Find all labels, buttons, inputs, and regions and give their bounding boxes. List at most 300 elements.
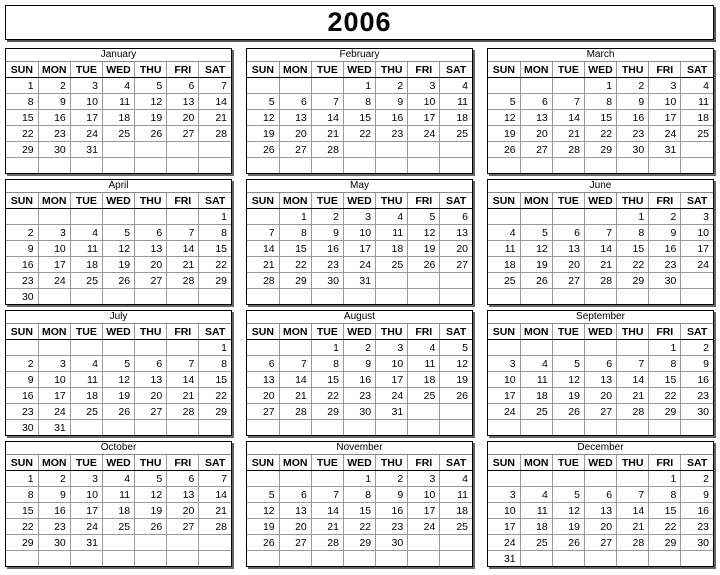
day-cell: 21 bbox=[167, 388, 199, 404]
month-name: September bbox=[488, 311, 713, 324]
day-cell: 24 bbox=[70, 519, 102, 535]
day-cell bbox=[649, 551, 681, 567]
day-cell bbox=[70, 340, 102, 356]
day-cell bbox=[617, 158, 649, 174]
day-cell: 4 bbox=[408, 340, 440, 356]
month-table bbox=[6, 62, 231, 173]
day-cell: 10 bbox=[488, 503, 520, 519]
weekday-header: SUN bbox=[247, 193, 279, 209]
day-cell: 23 bbox=[681, 388, 713, 404]
day-cell: 4 bbox=[70, 356, 102, 372]
day-cell: 22 bbox=[649, 388, 681, 404]
day-cell: 29 bbox=[617, 273, 649, 289]
day-cell bbox=[135, 340, 167, 356]
day-cell bbox=[552, 78, 584, 94]
day-cell: 29 bbox=[584, 142, 616, 158]
day-cell: 19 bbox=[247, 519, 279, 535]
day-cell: 20 bbox=[247, 388, 279, 404]
day-cell: 15 bbox=[6, 110, 38, 126]
day-cell bbox=[102, 535, 134, 551]
day-cell: 15 bbox=[343, 110, 375, 126]
day-cell: 16 bbox=[649, 241, 681, 257]
week-row bbox=[488, 289, 713, 305]
day-cell bbox=[584, 551, 616, 567]
day-cell bbox=[584, 158, 616, 174]
weekday-header: WED bbox=[584, 62, 616, 78]
weekday-header-row bbox=[247, 324, 472, 340]
day-cell: 14 bbox=[279, 372, 311, 388]
day-cell: 6 bbox=[520, 94, 552, 110]
day-cell: 19 bbox=[488, 126, 520, 142]
day-cell: 23 bbox=[376, 126, 408, 142]
weekday-header: TUE bbox=[70, 324, 102, 340]
day-cell bbox=[408, 535, 440, 551]
day-cell: 29 bbox=[199, 273, 231, 289]
week-row bbox=[247, 356, 472, 372]
weekday-header-row bbox=[6, 324, 231, 340]
day-cell bbox=[70, 289, 102, 305]
day-cell bbox=[488, 340, 520, 356]
week-row bbox=[247, 241, 472, 257]
day-cell bbox=[408, 142, 440, 158]
month-name: June bbox=[488, 180, 713, 193]
day-cell: 14 bbox=[311, 110, 343, 126]
day-cell: 20 bbox=[135, 257, 167, 273]
day-cell bbox=[135, 289, 167, 305]
month-table bbox=[6, 324, 231, 435]
day-cell: 2 bbox=[376, 471, 408, 487]
day-cell: 21 bbox=[199, 110, 231, 126]
day-cell: 4 bbox=[102, 78, 134, 94]
day-cell: 22 bbox=[649, 519, 681, 535]
day-cell: 7 bbox=[552, 94, 584, 110]
day-cell: 23 bbox=[681, 519, 713, 535]
weekday-header-row bbox=[6, 193, 231, 209]
day-cell: 29 bbox=[649, 404, 681, 420]
day-cell: 26 bbox=[552, 535, 584, 551]
day-cell: 12 bbox=[440, 356, 472, 372]
day-cell: 4 bbox=[520, 356, 552, 372]
day-cell: 13 bbox=[135, 372, 167, 388]
day-cell: 6 bbox=[552, 225, 584, 241]
day-cell bbox=[520, 420, 552, 436]
weekday-header: TUE bbox=[70, 455, 102, 471]
weekday-header: FRI bbox=[408, 193, 440, 209]
day-cell: 2 bbox=[343, 340, 375, 356]
day-cell bbox=[520, 471, 552, 487]
day-cell: 6 bbox=[135, 356, 167, 372]
day-cell: 19 bbox=[247, 126, 279, 142]
month-march bbox=[487, 48, 714, 174]
day-cell: 8 bbox=[311, 356, 343, 372]
day-cell: 30 bbox=[311, 273, 343, 289]
day-cell bbox=[199, 142, 231, 158]
day-cell bbox=[279, 340, 311, 356]
day-cell: 3 bbox=[70, 78, 102, 94]
day-cell: 21 bbox=[552, 126, 584, 142]
weekday-header: THU bbox=[617, 455, 649, 471]
day-cell bbox=[681, 420, 713, 436]
day-cell bbox=[617, 420, 649, 436]
day-cell bbox=[376, 142, 408, 158]
day-cell: 28 bbox=[199, 519, 231, 535]
day-cell: 13 bbox=[440, 225, 472, 241]
weekday-header: FRI bbox=[649, 62, 681, 78]
day-cell: 22 bbox=[584, 126, 616, 142]
day-cell bbox=[102, 551, 134, 567]
day-cell: 1 bbox=[649, 471, 681, 487]
day-cell: 22 bbox=[6, 519, 38, 535]
day-cell: 24 bbox=[408, 126, 440, 142]
day-cell bbox=[343, 420, 375, 436]
week-row bbox=[488, 404, 713, 420]
day-cell: 28 bbox=[279, 404, 311, 420]
weekday-header: SUN bbox=[247, 324, 279, 340]
day-cell bbox=[488, 209, 520, 225]
weekday-header: SUN bbox=[488, 455, 520, 471]
day-cell: 24 bbox=[38, 404, 70, 420]
month-january bbox=[5, 48, 232, 174]
day-cell: 3 bbox=[408, 471, 440, 487]
week-row bbox=[488, 225, 713, 241]
day-cell: 20 bbox=[552, 257, 584, 273]
day-cell bbox=[488, 78, 520, 94]
day-cell: 7 bbox=[279, 356, 311, 372]
day-cell: 30 bbox=[376, 535, 408, 551]
day-cell bbox=[167, 340, 199, 356]
day-cell: 9 bbox=[376, 94, 408, 110]
month-september bbox=[487, 310, 714, 436]
day-cell: 13 bbox=[247, 372, 279, 388]
weekday-header: WED bbox=[343, 62, 375, 78]
weekday-header: THU bbox=[376, 62, 408, 78]
day-cell bbox=[247, 158, 279, 174]
week-row bbox=[247, 420, 472, 436]
day-cell: 4 bbox=[102, 471, 134, 487]
weekday-header: MON bbox=[279, 455, 311, 471]
day-cell: 3 bbox=[70, 471, 102, 487]
week-row bbox=[488, 78, 713, 94]
weekday-header: MON bbox=[520, 193, 552, 209]
weekday-header: THU bbox=[617, 193, 649, 209]
day-cell bbox=[135, 551, 167, 567]
day-cell: 11 bbox=[681, 94, 713, 110]
day-cell: 29 bbox=[343, 535, 375, 551]
weekday-header: TUE bbox=[552, 62, 584, 78]
day-cell bbox=[488, 471, 520, 487]
weekday-header: THU bbox=[376, 455, 408, 471]
weekday-header: MON bbox=[38, 62, 70, 78]
day-cell: 14 bbox=[167, 241, 199, 257]
day-cell: 18 bbox=[102, 503, 134, 519]
day-cell: 18 bbox=[408, 372, 440, 388]
week-row bbox=[6, 420, 231, 436]
weekday-header: SAT bbox=[440, 193, 472, 209]
day-cell bbox=[681, 158, 713, 174]
day-cell: 16 bbox=[376, 503, 408, 519]
day-cell: 28 bbox=[167, 404, 199, 420]
day-cell: 10 bbox=[70, 94, 102, 110]
day-cell: 6 bbox=[167, 78, 199, 94]
day-cell: 14 bbox=[617, 503, 649, 519]
day-cell: 6 bbox=[584, 487, 616, 503]
day-cell: 11 bbox=[102, 94, 134, 110]
weekday-header: TUE bbox=[311, 193, 343, 209]
day-cell: 10 bbox=[681, 225, 713, 241]
day-cell: 24 bbox=[70, 126, 102, 142]
day-cell: 9 bbox=[343, 356, 375, 372]
weekday-header: FRI bbox=[649, 193, 681, 209]
week-row bbox=[6, 142, 231, 158]
weekday-header: WED bbox=[343, 324, 375, 340]
day-cell bbox=[584, 289, 616, 305]
month-april bbox=[5, 179, 232, 305]
weekday-header-row bbox=[6, 62, 231, 78]
day-cell bbox=[135, 209, 167, 225]
weekday-header: TUE bbox=[552, 455, 584, 471]
day-cell: 26 bbox=[135, 126, 167, 142]
day-cell: 17 bbox=[681, 241, 713, 257]
day-cell: 31 bbox=[38, 420, 70, 436]
day-cell bbox=[279, 551, 311, 567]
day-cell: 25 bbox=[102, 126, 134, 142]
day-cell bbox=[584, 420, 616, 436]
day-cell: 10 bbox=[649, 94, 681, 110]
day-cell: 23 bbox=[6, 404, 38, 420]
day-cell: 17 bbox=[408, 110, 440, 126]
day-cell: 4 bbox=[440, 78, 472, 94]
day-cell: 10 bbox=[488, 372, 520, 388]
day-cell: 30 bbox=[617, 142, 649, 158]
weekday-header: SAT bbox=[440, 62, 472, 78]
day-cell: 2 bbox=[617, 78, 649, 94]
day-cell bbox=[376, 273, 408, 289]
day-cell: 26 bbox=[488, 142, 520, 158]
day-cell bbox=[279, 158, 311, 174]
week-row bbox=[247, 388, 472, 404]
day-cell: 31 bbox=[649, 142, 681, 158]
day-cell: 10 bbox=[70, 487, 102, 503]
day-cell: 16 bbox=[681, 503, 713, 519]
day-cell bbox=[408, 158, 440, 174]
day-cell bbox=[520, 78, 552, 94]
day-cell: 17 bbox=[38, 388, 70, 404]
week-row bbox=[488, 158, 713, 174]
weekday-header: TUE bbox=[70, 62, 102, 78]
day-cell: 25 bbox=[70, 404, 102, 420]
week-row bbox=[247, 535, 472, 551]
day-cell bbox=[135, 158, 167, 174]
week-row bbox=[247, 142, 472, 158]
day-cell: 17 bbox=[488, 388, 520, 404]
day-cell bbox=[440, 551, 472, 567]
week-row bbox=[6, 158, 231, 174]
weekday-header: SUN bbox=[6, 324, 38, 340]
weekday-header: TUE bbox=[311, 324, 343, 340]
day-cell bbox=[488, 289, 520, 305]
day-cell: 15 bbox=[6, 503, 38, 519]
day-cell: 23 bbox=[38, 126, 70, 142]
day-cell: 29 bbox=[649, 535, 681, 551]
day-cell: 27 bbox=[584, 535, 616, 551]
day-cell: 23 bbox=[617, 126, 649, 142]
day-cell: 26 bbox=[102, 404, 134, 420]
day-cell: 21 bbox=[279, 388, 311, 404]
month-name: April bbox=[6, 180, 231, 193]
week-row bbox=[247, 487, 472, 503]
day-cell: 9 bbox=[649, 225, 681, 241]
weekday-header: SAT bbox=[199, 62, 231, 78]
day-cell: 9 bbox=[311, 225, 343, 241]
day-cell: 25 bbox=[376, 257, 408, 273]
day-cell: 3 bbox=[408, 78, 440, 94]
day-cell bbox=[440, 158, 472, 174]
day-cell: 7 bbox=[167, 225, 199, 241]
weekday-header: THU bbox=[376, 193, 408, 209]
day-cell: 7 bbox=[311, 94, 343, 110]
day-cell: 8 bbox=[343, 94, 375, 110]
weekday-header: FRI bbox=[408, 324, 440, 340]
day-cell: 18 bbox=[520, 519, 552, 535]
day-cell bbox=[102, 289, 134, 305]
week-row bbox=[488, 420, 713, 436]
day-cell: 15 bbox=[649, 372, 681, 388]
day-cell: 18 bbox=[520, 388, 552, 404]
day-cell: 7 bbox=[617, 487, 649, 503]
day-cell: 10 bbox=[408, 487, 440, 503]
day-cell bbox=[247, 78, 279, 94]
weekday-header: TUE bbox=[552, 324, 584, 340]
day-cell: 22 bbox=[343, 126, 375, 142]
day-cell bbox=[408, 404, 440, 420]
day-cell: 3 bbox=[38, 356, 70, 372]
day-cell: 1 bbox=[199, 340, 231, 356]
day-cell: 8 bbox=[279, 225, 311, 241]
week-row bbox=[488, 356, 713, 372]
day-cell: 1 bbox=[199, 209, 231, 225]
day-cell: 22 bbox=[311, 388, 343, 404]
week-row bbox=[247, 273, 472, 289]
day-cell: 26 bbox=[552, 404, 584, 420]
weekday-header: THU bbox=[135, 62, 167, 78]
day-cell: 13 bbox=[520, 110, 552, 126]
weekday-header: SAT bbox=[681, 62, 713, 78]
day-cell: 14 bbox=[552, 110, 584, 126]
day-cell: 4 bbox=[520, 487, 552, 503]
weekday-header: TUE bbox=[311, 455, 343, 471]
day-cell bbox=[70, 158, 102, 174]
day-cell: 24 bbox=[681, 257, 713, 273]
day-cell: 15 bbox=[649, 503, 681, 519]
weekday-header: TUE bbox=[552, 193, 584, 209]
day-cell bbox=[247, 289, 279, 305]
day-cell: 30 bbox=[38, 142, 70, 158]
day-cell: 22 bbox=[343, 519, 375, 535]
day-cell: 27 bbox=[552, 273, 584, 289]
day-cell: 29 bbox=[6, 535, 38, 551]
day-cell: 3 bbox=[376, 340, 408, 356]
day-cell: 27 bbox=[247, 404, 279, 420]
day-cell: 11 bbox=[408, 356, 440, 372]
day-cell: 3 bbox=[38, 225, 70, 241]
day-cell: 12 bbox=[247, 110, 279, 126]
weekday-header: MON bbox=[38, 455, 70, 471]
day-cell bbox=[649, 289, 681, 305]
day-cell: 30 bbox=[649, 273, 681, 289]
weekday-header-row bbox=[6, 455, 231, 471]
day-cell: 27 bbox=[279, 142, 311, 158]
weekday-header: SUN bbox=[488, 193, 520, 209]
month-february bbox=[246, 48, 473, 174]
day-cell: 27 bbox=[520, 142, 552, 158]
week-row bbox=[247, 110, 472, 126]
weekday-header: SUN bbox=[247, 62, 279, 78]
day-cell: 31 bbox=[343, 273, 375, 289]
week-row bbox=[488, 388, 713, 404]
week-row bbox=[488, 551, 713, 567]
day-cell: 6 bbox=[279, 94, 311, 110]
week-row bbox=[6, 535, 231, 551]
month-august bbox=[246, 310, 473, 436]
day-cell bbox=[584, 340, 616, 356]
day-cell: 19 bbox=[102, 388, 134, 404]
day-cell: 15 bbox=[617, 241, 649, 257]
month-name: December bbox=[488, 442, 713, 455]
day-cell bbox=[649, 420, 681, 436]
month-name: March bbox=[488, 49, 713, 62]
day-cell: 9 bbox=[38, 487, 70, 503]
day-cell: 1 bbox=[311, 340, 343, 356]
day-cell: 7 bbox=[617, 356, 649, 372]
weekday-header: SAT bbox=[681, 193, 713, 209]
day-cell: 8 bbox=[649, 356, 681, 372]
month-table bbox=[6, 193, 231, 304]
day-cell: 8 bbox=[617, 225, 649, 241]
day-cell: 14 bbox=[617, 372, 649, 388]
day-cell: 27 bbox=[440, 257, 472, 273]
day-cell: 15 bbox=[279, 241, 311, 257]
day-cell bbox=[681, 289, 713, 305]
weekday-header: FRI bbox=[649, 324, 681, 340]
weekday-header: THU bbox=[617, 62, 649, 78]
day-cell: 26 bbox=[440, 388, 472, 404]
day-cell bbox=[311, 471, 343, 487]
weekday-header: FRI bbox=[167, 62, 199, 78]
day-cell: 5 bbox=[102, 356, 134, 372]
day-cell: 7 bbox=[247, 225, 279, 241]
day-cell bbox=[488, 420, 520, 436]
day-cell: 6 bbox=[279, 487, 311, 503]
weekday-header: MON bbox=[38, 324, 70, 340]
day-cell: 2 bbox=[376, 78, 408, 94]
weekday-header: WED bbox=[343, 193, 375, 209]
day-cell: 25 bbox=[520, 404, 552, 420]
week-row bbox=[6, 209, 231, 225]
day-cell: 6 bbox=[247, 356, 279, 372]
day-cell bbox=[440, 142, 472, 158]
week-row bbox=[488, 340, 713, 356]
day-cell: 28 bbox=[617, 535, 649, 551]
day-cell: 22 bbox=[279, 257, 311, 273]
weekday-header-row bbox=[488, 193, 713, 209]
day-cell: 22 bbox=[199, 388, 231, 404]
weekday-header: TUE bbox=[311, 62, 343, 78]
day-cell: 20 bbox=[584, 519, 616, 535]
day-cell: 11 bbox=[376, 225, 408, 241]
day-cell bbox=[408, 273, 440, 289]
month-june bbox=[487, 179, 714, 305]
day-cell: 25 bbox=[440, 519, 472, 535]
